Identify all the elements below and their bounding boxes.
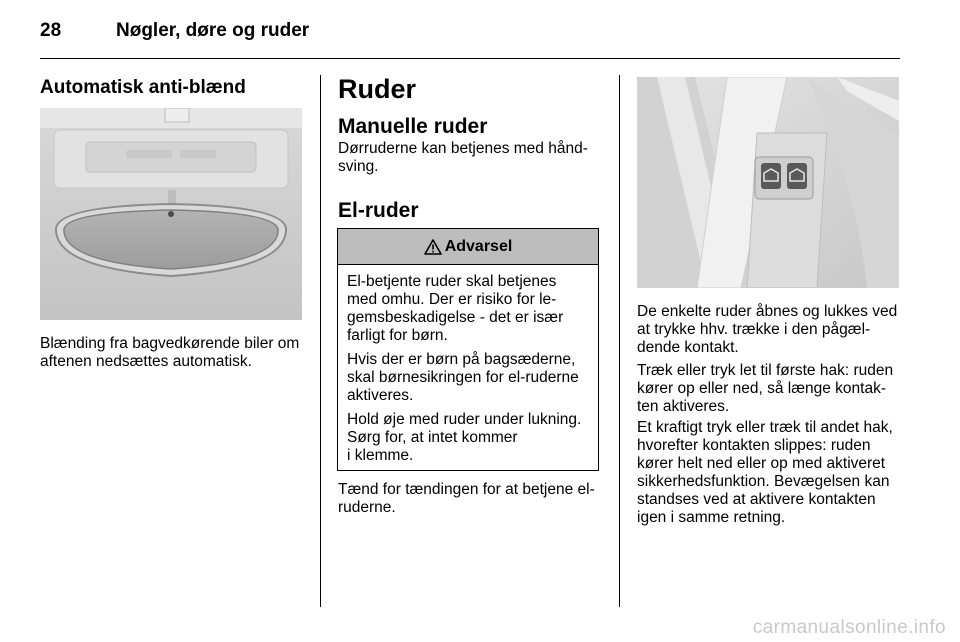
first-notch-paragraph: Træk eller tryk let til første hak: ruden kører op eller ned, så længe kontak- ten aktiveres. <box>637 362 894 415</box>
anti-glare-caption: Blænding fra bagvedkørende biler om aftenen nedsættes automatisk. <box>40 335 300 370</box>
second-notch-paragraph: Et kraftigt tryk eller træk til andet hak, hvorefter kontakten slippes: ruden kører helt ned eller op med aktiveret sikkerhedsfunktion. Bevægelsen kan standses ved at aktivere kontakten igen i samme retning. <box>637 419 893 526</box>
subheading-electric-windows: El-ruder <box>338 199 419 222</box>
section-heading-anti-glare: Automatisk anti-blænd <box>40 77 246 98</box>
warning-triangle-icon <box>424 239 442 255</box>
warning-box <box>337 228 599 471</box>
chapter-title: Nøgler, døre og ruder <box>116 20 310 41</box>
warning-title: Advarsel <box>444 237 513 255</box>
column-divider <box>320 75 321 607</box>
column-divider <box>619 75 620 607</box>
page-number: 28 <box>40 20 62 41</box>
warning-paragraph: El-betjente ruder skal betjenes med omhu. Der er risiko for le- gemsbeskadigelse - det er især farligt for børn. <box>347 273 564 344</box>
ignition-text: Tænd for tændingen for at betjene el- ruderne. <box>338 481 595 516</box>
warning-paragraph: Hold øje med ruder under lukning. Sørg for, at intet kommer i klemme. <box>347 411 582 464</box>
watermark: carmanualsonline.info <box>752 617 946 638</box>
warning-header <box>338 229 598 265</box>
window-switch-icon <box>637 77 899 288</box>
manual-windows-text: Dørruderne kan betjenes med hånd- sving. <box>338 140 588 175</box>
warning-paragraph: Hvis der er børn på bagsæderne, skal børnesikringen for el-ruderne aktiveres. <box>347 351 579 404</box>
rearview-mirror-icon <box>40 108 302 320</box>
window-operation-paragraph: De enkelte ruder åbnes og lukkes ved at trykke hhv. trække i den pågæl- dende kontakt. <box>637 303 898 356</box>
header-divider <box>40 58 900 59</box>
subheading-manual-windows: Manuelle ruder <box>338 115 488 138</box>
section-title-windows: Ruder <box>338 74 417 104</box>
